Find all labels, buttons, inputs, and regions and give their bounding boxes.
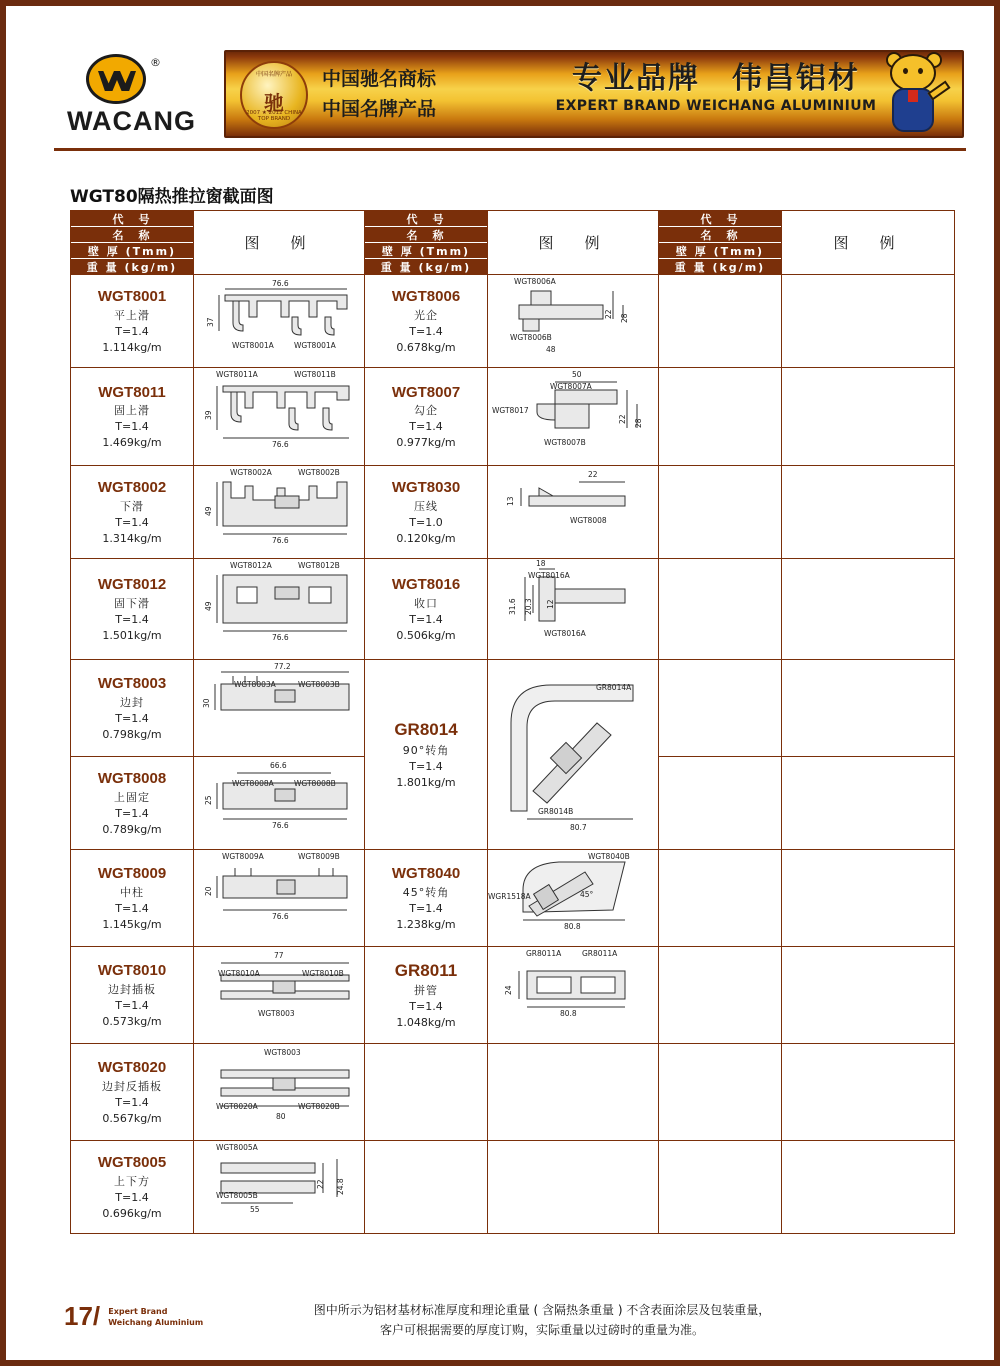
banner-main-text bbox=[506, 60, 926, 114]
header-divider bbox=[54, 148, 966, 151]
profile-code-cell bbox=[71, 466, 194, 559]
part-label: WGT8003 bbox=[258, 1009, 295, 1018]
header-thickness-1: 壁 厚 (Tmm) bbox=[71, 243, 193, 259]
dim-label: 55 bbox=[250, 1205, 260, 1214]
profile-weight: 0.696kg/m bbox=[102, 1206, 162, 1220]
dim-label: 76.6 bbox=[272, 912, 289, 921]
profile-weight: 0.977kg/m bbox=[396, 436, 456, 450]
footer-brand bbox=[108, 1306, 203, 1328]
dim-label: 76.6 bbox=[272, 279, 289, 288]
profile-weight: 0.573kg/m bbox=[102, 1014, 162, 1028]
part-label: GR8011A bbox=[582, 949, 618, 958]
empty-code-cell bbox=[659, 368, 782, 466]
profile-thickness: T=1.4 bbox=[115, 324, 149, 338]
profile-code-cell bbox=[71, 1141, 194, 1234]
profile-code-cell bbox=[71, 947, 194, 1044]
profile-thickness: T=1.4 bbox=[409, 420, 443, 434]
part-label: WGT8005A bbox=[216, 1143, 258, 1152]
part-label: GR8014A bbox=[596, 682, 632, 692]
dim-label: 76.6 bbox=[272, 821, 289, 830]
part-label: WGT8008 bbox=[570, 516, 607, 525]
header-weight-2: 重 量 (kg/m) bbox=[365, 259, 487, 274]
header-code-stack-3 bbox=[659, 211, 782, 275]
profile-figure-cell bbox=[194, 1044, 365, 1141]
part-label: WGT8005B bbox=[216, 1191, 258, 1200]
table-row bbox=[71, 559, 955, 660]
profile-code-cell bbox=[71, 559, 194, 660]
part-label: GR8014B bbox=[538, 806, 574, 816]
dim-label: 22 bbox=[316, 1179, 325, 1189]
profile-weight: 0.120kg/m bbox=[396, 531, 456, 545]
tiger-mascot-icon bbox=[872, 52, 956, 138]
header-code-2: 代 号 bbox=[365, 211, 487, 227]
profile-weight: 1.314kg/m bbox=[102, 531, 162, 545]
part-label: WGT8007A bbox=[550, 382, 592, 391]
profile-code: WGT8006 bbox=[391, 288, 461, 306]
profile-thickness: T=1.4 bbox=[115, 420, 149, 434]
empty-code-cell bbox=[659, 559, 782, 660]
part-label: WGT8012A bbox=[230, 561, 272, 570]
profile-code-cell bbox=[365, 466, 488, 559]
profile-name: 边封反插板 bbox=[102, 1079, 162, 1093]
profile-figure-cell bbox=[194, 275, 365, 368]
dim-label: 28 bbox=[634, 418, 643, 428]
profile-thickness: T=1.4 bbox=[115, 901, 149, 915]
dim-label: 49 bbox=[204, 601, 213, 611]
header-name-3: 名 称 bbox=[659, 227, 781, 243]
part-label: WGT8002A bbox=[230, 468, 272, 477]
empty-figure-cell bbox=[782, 275, 955, 368]
profile-weight: 1.238kg/m bbox=[396, 917, 456, 931]
profile-thickness: T=1.4 bbox=[115, 515, 149, 529]
profile-thickness: T=1.4 bbox=[115, 612, 149, 626]
profile-figure-cell bbox=[488, 947, 659, 1044]
profile-weight: 1.114kg/m bbox=[102, 340, 162, 354]
empty-code-cell bbox=[659, 660, 782, 757]
empty-code-cell bbox=[365, 1044, 488, 1141]
banner-chinese-claims bbox=[322, 64, 492, 124]
profile-name: 下滑 bbox=[120, 499, 144, 513]
profile-thickness: T=1.4 bbox=[409, 901, 443, 915]
dim-label: 24.8 bbox=[336, 1178, 345, 1195]
table-row bbox=[71, 368, 955, 466]
empty-figure-cell bbox=[782, 757, 955, 850]
dim-label: 39 bbox=[204, 410, 213, 420]
profile-name: 压线 bbox=[414, 499, 438, 513]
profile-name: 拼管 bbox=[414, 984, 438, 998]
profile-code-cell bbox=[71, 275, 194, 368]
empty-code-cell bbox=[365, 1141, 488, 1234]
profile-figure-cell bbox=[488, 368, 659, 466]
dim-label: 37 bbox=[206, 317, 215, 327]
seal-center-text: 驰 bbox=[264, 91, 284, 115]
profile-code-cell bbox=[365, 275, 488, 368]
profile-weight: 0.789kg/m bbox=[102, 822, 162, 836]
header-name-1: 名 称 bbox=[71, 227, 193, 243]
profile-figure-cell bbox=[194, 947, 365, 1044]
empty-code-cell bbox=[659, 466, 782, 559]
profile-code-cell bbox=[71, 757, 194, 850]
empty-figure-cell bbox=[488, 1141, 659, 1234]
figure-wgt8016 bbox=[488, 559, 658, 659]
profile-code: WGT8040 bbox=[391, 865, 461, 883]
profile-code-cell bbox=[365, 947, 488, 1044]
profile-figure-cell bbox=[194, 850, 365, 947]
dim-label: 80.7 bbox=[570, 822, 587, 832]
figure-wgt8012 bbox=[194, 559, 364, 659]
part-label: WGT8017 bbox=[492, 406, 529, 415]
registered-mark: ® bbox=[150, 56, 161, 69]
profile-code: WGT8012 bbox=[97, 576, 167, 594]
dim-label: 22 bbox=[618, 414, 627, 424]
dim-label: 22 bbox=[588, 470, 598, 479]
part-label: WGT8003A bbox=[234, 680, 276, 689]
dim-label: 76.6 bbox=[272, 440, 289, 449]
profile-weight: 0.678kg/m bbox=[396, 340, 456, 354]
dim-label: 30 bbox=[202, 698, 211, 708]
profile-code-cell bbox=[365, 850, 488, 947]
part-label: WGR1518A bbox=[488, 892, 531, 901]
profile-figure-cell bbox=[488, 660, 659, 850]
figure-wgt8007 bbox=[488, 368, 658, 465]
profile-weight: 1.145kg/m bbox=[102, 917, 162, 931]
figure-wgt8011 bbox=[194, 368, 364, 465]
angle-label: 45° bbox=[580, 890, 594, 899]
header-code-1: 代 号 bbox=[71, 211, 193, 227]
empty-figure-cell bbox=[488, 1044, 659, 1141]
figure-wgt8002 bbox=[194, 466, 364, 558]
part-label: WGT8006A bbox=[514, 277, 556, 286]
empty-code-cell bbox=[659, 1141, 782, 1234]
dim-label: 13 bbox=[506, 496, 515, 506]
profile-code: WGT8010 bbox=[97, 962, 167, 980]
part-label: WGT8020B bbox=[298, 1102, 340, 1111]
profile-code: WGT8009 bbox=[97, 865, 167, 883]
profile-code-cell bbox=[365, 368, 488, 466]
part-label: WGT8008A bbox=[232, 779, 274, 788]
empty-code-cell bbox=[659, 1044, 782, 1141]
footnote-line-2: 客户可根据需要的厚度订购，实际重量以过磅时的重量为准。 bbox=[379, 1323, 704, 1337]
profile-weight: 0.567kg/m bbox=[102, 1111, 162, 1125]
brand-logo bbox=[54, 54, 209, 134]
profile-weight: 1.501kg/m bbox=[102, 628, 162, 642]
profile-name: 上下方 bbox=[114, 1174, 150, 1188]
footnote-line-1: 图中所示为铝材基材标准厚度和理论重量 ( 含隔热条重量 ) 不含表面涂层及包装重量， bbox=[313, 1303, 771, 1317]
figure-wgt8005 bbox=[194, 1141, 364, 1233]
header-code-3: 代 号 bbox=[659, 211, 781, 227]
profile-weight: 1.469kg/m bbox=[102, 436, 162, 450]
wacang-mark-icon bbox=[86, 54, 146, 104]
banner-claim-2: 中国名牌产品 bbox=[322, 98, 437, 120]
profile-code-cell bbox=[71, 368, 194, 466]
profile-name: 固下滑 bbox=[114, 596, 150, 610]
figure-wgt8008 bbox=[194, 757, 364, 849]
profile-code: WGT8007 bbox=[391, 383, 461, 401]
dim-label: 12 bbox=[546, 599, 555, 609]
profile-code: WGT8002 bbox=[97, 479, 167, 497]
part-label: WGT8016A bbox=[528, 571, 570, 580]
profile-thickness: T=1.4 bbox=[409, 324, 443, 338]
figure-wgt8009 bbox=[194, 850, 364, 946]
page-header bbox=[54, 50, 964, 140]
part-label: WGT8006B bbox=[510, 333, 552, 342]
profile-thickness: T=1.4 bbox=[115, 806, 149, 820]
dim-label: 77 bbox=[274, 951, 284, 960]
header-legend-1: 图 例 bbox=[194, 211, 365, 275]
brand-banner bbox=[224, 50, 964, 138]
table-header-row bbox=[71, 211, 955, 275]
part-label: GR8011A bbox=[526, 949, 562, 958]
profile-code-cell bbox=[71, 850, 194, 947]
dim-label: 80.8 bbox=[560, 1009, 577, 1018]
figure-wgt8040 bbox=[488, 850, 658, 946]
empty-code-cell bbox=[659, 757, 782, 850]
profile-code-cell bbox=[365, 660, 488, 850]
profile-code: GR8011 bbox=[394, 960, 458, 980]
profile-name: 上固定 bbox=[114, 790, 150, 804]
profile-code: WGT8030 bbox=[391, 479, 461, 497]
profile-thickness: T=1.4 bbox=[115, 1095, 149, 1109]
profile-figure-cell bbox=[488, 559, 659, 660]
profile-table bbox=[70, 210, 955, 1234]
profile-figure-cell bbox=[194, 757, 365, 850]
figure-gr8011 bbox=[488, 947, 658, 1043]
profile-weight: 1.801kg/m bbox=[396, 775, 456, 789]
part-label: WGT8009B bbox=[298, 852, 340, 861]
top-brand-seal-icon bbox=[240, 61, 308, 129]
profile-thickness: T=1.4 bbox=[115, 711, 149, 725]
table-row bbox=[71, 275, 955, 368]
profile-figure-cell bbox=[488, 850, 659, 947]
part-label: WGT8008B bbox=[294, 779, 336, 788]
footnote bbox=[242, 1300, 842, 1340]
profile-code-cell bbox=[71, 660, 194, 757]
profile-thickness: T=1.4 bbox=[409, 759, 443, 773]
profile-weight: 0.798kg/m bbox=[102, 727, 162, 741]
profile-code: WGT8001 bbox=[97, 288, 167, 306]
profile-code-cell bbox=[71, 1044, 194, 1141]
profile-figure-cell bbox=[194, 1141, 365, 1234]
figure-gr8014 bbox=[488, 661, 658, 849]
profile-code: GR8014 bbox=[394, 720, 458, 740]
page-title: WGT80隔热推拉窗截面图 bbox=[70, 187, 274, 207]
table-row bbox=[71, 466, 955, 559]
dim-label: 18 bbox=[536, 559, 546, 568]
empty-figure-cell bbox=[782, 850, 955, 947]
empty-code-cell bbox=[659, 275, 782, 368]
part-label: WGT8011B bbox=[294, 370, 336, 379]
dim-label: 48 bbox=[546, 345, 556, 354]
part-label: WGT8007B bbox=[544, 438, 586, 447]
profile-thickness: T=1.4 bbox=[115, 1190, 149, 1204]
table-row bbox=[71, 660, 955, 757]
profile-code-cell bbox=[365, 559, 488, 660]
part-label: WGT8010B bbox=[302, 969, 344, 978]
empty-figure-cell bbox=[782, 466, 955, 559]
dim-label: 80 bbox=[276, 1112, 286, 1121]
profile-name: 45°转角 bbox=[402, 885, 450, 899]
table-row bbox=[71, 947, 955, 1044]
footer-brand-line-2: Weichang Aluminium bbox=[108, 1317, 204, 1327]
part-label: WGT8001A bbox=[294, 341, 336, 350]
figure-wgt8030 bbox=[488, 466, 658, 558]
profile-code: WGT8016 bbox=[391, 576, 461, 594]
dim-label: 25 bbox=[204, 795, 213, 805]
dim-label: 20 bbox=[204, 886, 213, 896]
profile-name: 平上滑 bbox=[114, 308, 150, 322]
profile-code: WGT8008 bbox=[97, 770, 167, 788]
dim-label: 66.6 bbox=[270, 761, 287, 770]
profile-thickness: T=1.4 bbox=[115, 998, 149, 1012]
dim-label: 76.6 bbox=[272, 633, 289, 642]
page-number: 17/ bbox=[64, 1301, 101, 1331]
profile-thickness: T=1.0 bbox=[409, 515, 443, 529]
profile-name: 收口 bbox=[414, 596, 438, 610]
header-weight-1: 重 量 (kg/m) bbox=[71, 259, 193, 274]
profile-code: WGT8020 bbox=[97, 1059, 167, 1077]
footer-brand-line-1: Expert Brand bbox=[108, 1306, 168, 1316]
profile-figure-cell bbox=[488, 275, 659, 368]
dim-label: 80.8 bbox=[564, 922, 581, 931]
profile-name: 光企 bbox=[414, 308, 438, 322]
profile-name: 90°转角 bbox=[402, 743, 450, 757]
profile-thickness: T=1.4 bbox=[409, 1000, 443, 1014]
empty-code-cell bbox=[659, 947, 782, 1044]
dim-label: 24 bbox=[504, 985, 513, 995]
dim-label: 28 bbox=[620, 313, 629, 323]
profile-code: WGT8003 bbox=[97, 675, 167, 693]
profile-figure-cell bbox=[194, 368, 365, 466]
profile-figure-cell bbox=[194, 559, 365, 660]
header-name-2: 名 称 bbox=[365, 227, 487, 243]
dim-label: 49 bbox=[204, 506, 213, 516]
banner-claim-1: 中国驰名商标 bbox=[322, 68, 437, 90]
banner-main-en: EXPERT BRAND WEICHANG ALUMINIUM bbox=[555, 98, 877, 114]
profile-name: 边封插板 bbox=[108, 982, 156, 996]
part-label: WGT8040B bbox=[588, 852, 630, 861]
brand-logo-text: WACANG bbox=[67, 106, 196, 136]
table-row bbox=[71, 1141, 955, 1234]
profile-name: 边封 bbox=[120, 695, 144, 709]
header-code-stack-1 bbox=[71, 211, 194, 275]
profile-thickness: T=1.4 bbox=[409, 612, 443, 626]
profile-code: WGT8011 bbox=[98, 383, 166, 401]
part-label: WGT8009A bbox=[222, 852, 264, 861]
header-legend-3: 图 例 bbox=[782, 211, 955, 275]
part-label: WGT8002B bbox=[298, 468, 340, 477]
dim-label: 31.6 bbox=[508, 598, 517, 615]
profile-figure-cell bbox=[488, 466, 659, 559]
profile-figure-cell bbox=[194, 660, 365, 757]
figure-wgt8006 bbox=[488, 275, 658, 367]
page-inner bbox=[12, 12, 988, 1354]
dim-label: 77.2 bbox=[274, 662, 291, 671]
header-weight-3: 重 量 (kg/m) bbox=[659, 259, 781, 274]
part-label: WGT8020A bbox=[216, 1102, 258, 1111]
header-thickness-3: 壁 厚 (Tmm) bbox=[659, 243, 781, 259]
figure-wgt8003 bbox=[194, 660, 364, 756]
profile-weight: 0.506kg/m bbox=[396, 628, 456, 642]
table-row bbox=[71, 1044, 955, 1141]
dim-label: 76.6 bbox=[272, 536, 289, 545]
part-label: WGT8010A bbox=[218, 969, 260, 978]
dim-label: 22 bbox=[604, 309, 613, 319]
part-label: WGT8011A bbox=[216, 370, 258, 379]
profile-code: WGT8005 bbox=[97, 1154, 167, 1172]
figure-wgt8001 bbox=[194, 275, 364, 367]
banner-main-cn: 专业品牌 伟昌铝材 bbox=[572, 61, 860, 96]
empty-figure-cell bbox=[782, 1044, 955, 1141]
part-label: WGT8003B bbox=[298, 680, 340, 689]
empty-figure-cell bbox=[782, 1141, 955, 1234]
figure-wgt8020 bbox=[194, 1044, 364, 1140]
empty-figure-cell bbox=[782, 947, 955, 1044]
profile-name: 中柱 bbox=[120, 885, 144, 899]
figure-wgt8010 bbox=[194, 947, 364, 1043]
seal-bottom-text: 2007 ★ 2012 CHINA TOP BRAND bbox=[246, 110, 302, 122]
dim-label: 20.3 bbox=[524, 598, 533, 615]
profile-figure-cell bbox=[194, 466, 365, 559]
page-footer bbox=[64, 1301, 203, 1332]
profile-weight: 1.048kg/m bbox=[396, 1016, 456, 1030]
empty-code-cell bbox=[659, 850, 782, 947]
empty-figure-cell bbox=[782, 368, 955, 466]
part-label: WGT8003 bbox=[264, 1048, 301, 1057]
profile-name: 固上滑 bbox=[114, 404, 150, 418]
header-thickness-2: 壁 厚 (Tmm) bbox=[365, 243, 487, 259]
header-legend-2: 图 例 bbox=[488, 211, 659, 275]
part-label: WGT8001A bbox=[232, 341, 274, 350]
part-label: WGT8016A bbox=[544, 629, 586, 638]
empty-figure-cell bbox=[782, 660, 955, 757]
dim-label: 50 bbox=[572, 370, 582, 379]
part-label: WGT8012B bbox=[298, 561, 340, 570]
empty-figure-cell bbox=[782, 559, 955, 660]
header-code-stack-2 bbox=[365, 211, 488, 275]
table-row bbox=[71, 850, 955, 947]
profile-name: 勾企 bbox=[414, 404, 438, 418]
seal-top-text: 中国名牌产品 bbox=[255, 71, 292, 78]
